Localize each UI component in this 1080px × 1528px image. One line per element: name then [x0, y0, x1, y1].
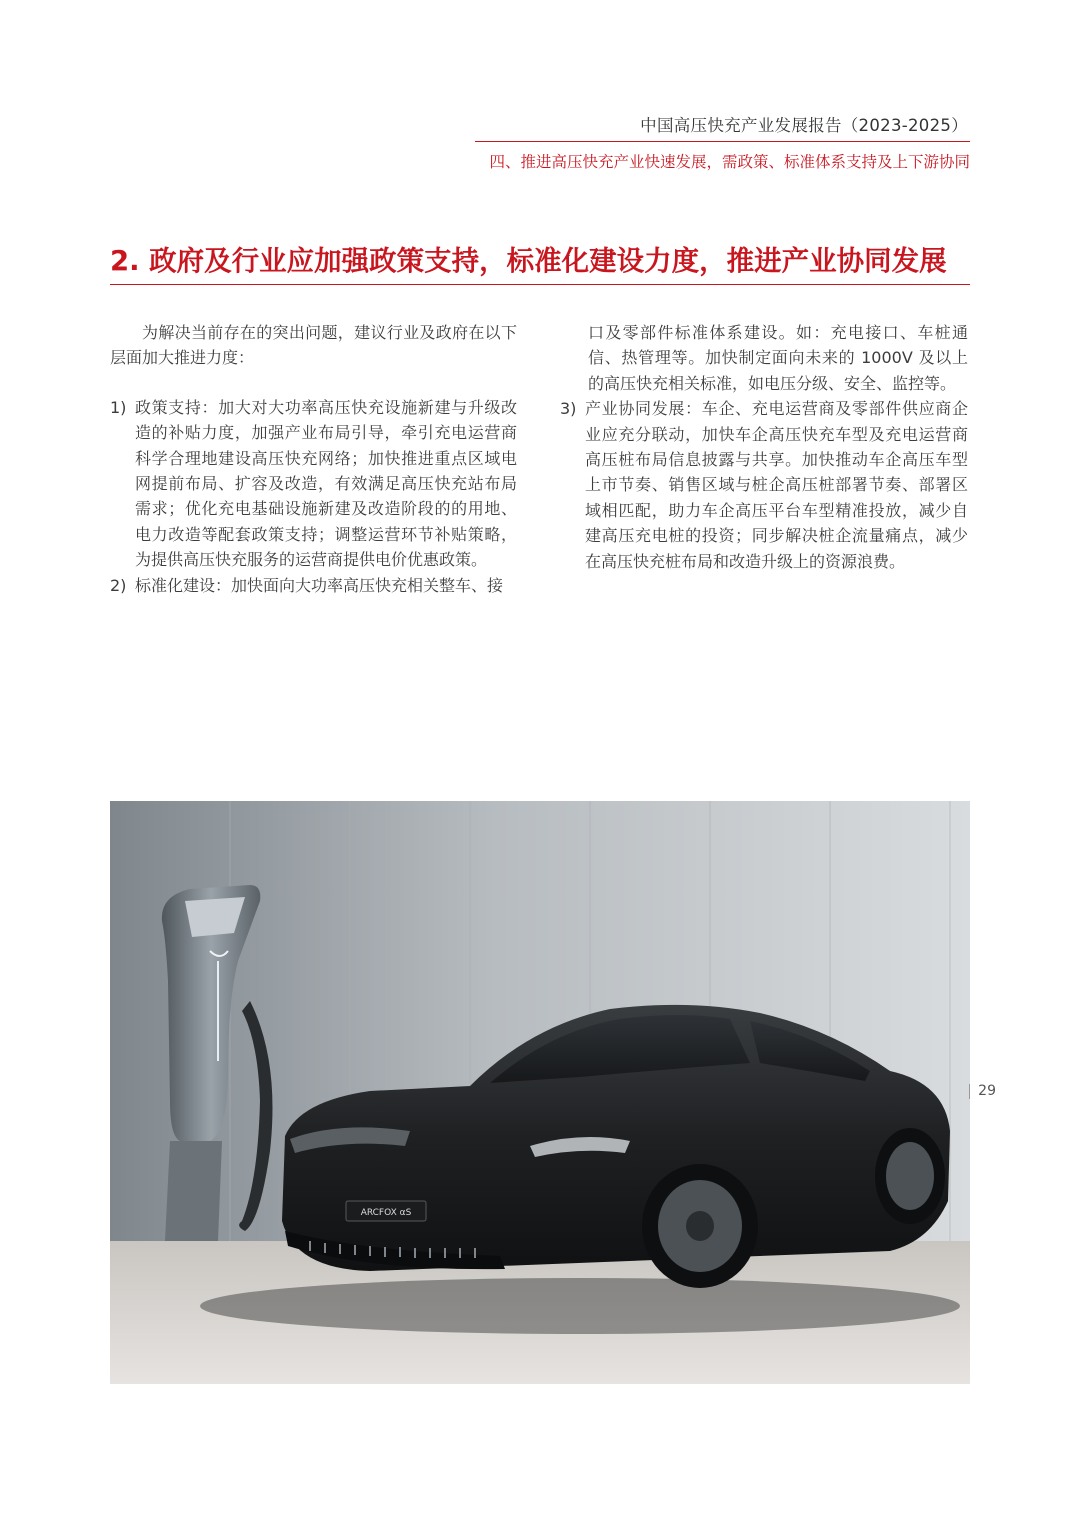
plate-text: ARCFOX αS — [360, 1208, 412, 1218]
list-item-text: 标准化建设：加快面向大功率高压快充相关整车、接 — [135, 575, 504, 595]
running-report-title: 中国高压快充产业发展报告（2023-2025） — [640, 116, 968, 135]
list-item-number: 2) — [110, 575, 127, 595]
front-wheel — [642, 1164, 758, 1288]
section-heading: 2. 政府及行业应加强政策支持，标准化建设力度，推进产业协同发展 — [110, 245, 947, 277]
list-item — [560, 396, 968, 574]
list-item-number: 1) — [110, 397, 127, 417]
car-shadow — [200, 1278, 960, 1334]
page-number-separator — [969, 1084, 970, 1099]
list-item-continuation: 口及零部件标准体系建设。如：充电接口、车桩通信、热管理等。加快制定面向未来的 1000V 及以上的高压快充相关标准，如电压分级、安全、监控等。 — [588, 323, 968, 393]
heading-divider — [110, 284, 970, 285]
list-item-text: 政策支持：加大对大功率高压快充设施新建与升级改造的补贴力度，加强产业布局引导，牵引充电运营商科学合理地建设高压快充网络；加快推进重点区域电网提前布局、扩容及改造，有效满足高压快充站布局需求；优化充电基础设施新建及改造阶段的的用地、电力改造等配套政策支持；调整运营环节补贴策略，为提供高压快充服务的运营商提供电价优惠政策。 — [135, 397, 517, 570]
body-column-left — [110, 320, 517, 598]
intro-paragraph: 为解决当前存在的突出问题，建议行业及政府在以下层面加大推进力度： — [110, 323, 517, 368]
list-item — [110, 573, 517, 598]
body-column-right — [560, 320, 968, 574]
charging-car-photo — [110, 801, 970, 1384]
list-item-text: 产业协同发展：车企、充电运营商及零部件供应商企业应充分联动，加快车企高压快充车型及充电运营商高压桩布局信息披露与共享。加快推动车企高压车型上市节奏、销售区域与桩企高压桩部署节奏、部署区域相匹配，助力车企高压平台车型精准投放，减少自建高压充电桩的投资；同步解决桩企流量痛点，减少在高压快充桩布局和改造升级上的资源浪费。 — [585, 399, 968, 571]
list-item-number: 3) — [560, 399, 577, 419]
car-illustration — [110, 801, 970, 1384]
running-chapter-title: 四、推进高压快充产业快速发展，需政策、标准体系支持及上下游协同 — [489, 153, 970, 171]
rear-wheel — [875, 1128, 945, 1224]
list-item — [110, 395, 517, 573]
header-divider — [475, 141, 970, 142]
page-number: 29 — [978, 1083, 996, 1099]
